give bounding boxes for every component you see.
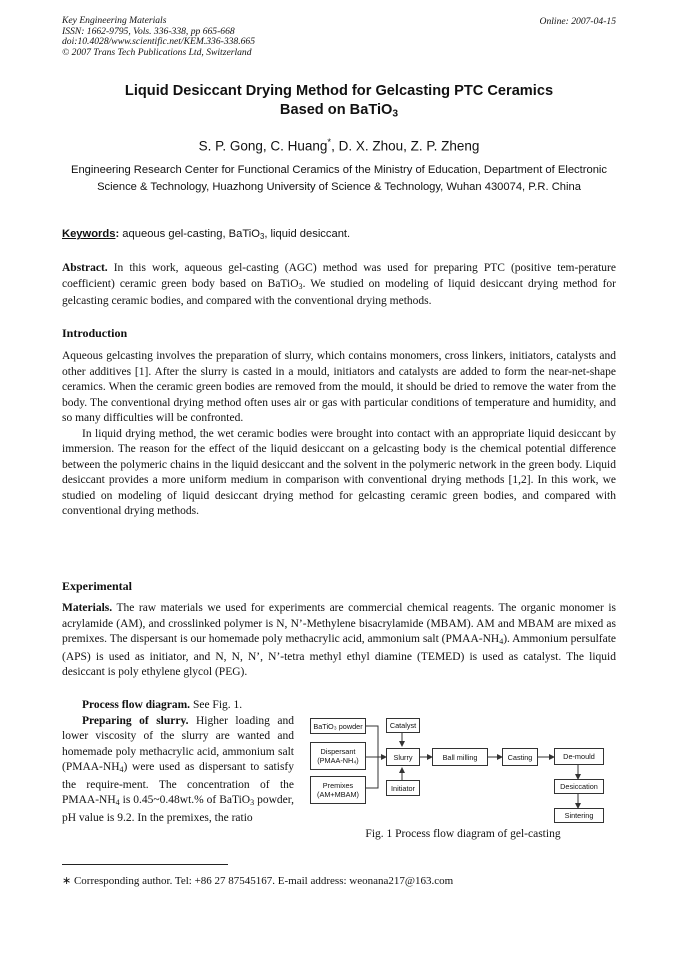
slurry-text-c: is 0.45~0.48wt.% of BaTiO — [119, 794, 251, 806]
box-desiccation: Desiccation — [554, 779, 604, 794]
keywords — [62, 228, 350, 241]
title-subscript: 3 — [392, 108, 399, 120]
authors — [62, 137, 616, 154]
box-batio3-powder: BaTiO₃ powder — [310, 718, 366, 734]
title-line-2-text: Based on BaTiO — [279, 101, 393, 118]
slurry-subscript-1: 4 — [119, 765, 124, 774]
arrow-powder-slurry — [366, 726, 378, 757]
box-initiator: Initiator — [386, 780, 420, 796]
intro-paragraph-1: Aqueous gelcasting involves the preparation of slurry, which contains monomers, cross linkers, initiators, catalysts and other additives [1]. After the slurry is casted in a mould, initiators and catalysts are added to form the near-net-shape ceramics. When the ceramic green bodies are removed from the mould, it should be dried to remove the water from the body. The conventional drying method often uses air or gas with particular conditions of temperature and humidity, and so many difficulties will be confronted. — [62, 350, 616, 424]
online-date: Online: 2007-04-15 — [539, 16, 616, 27]
slurry-text-a: Higher loading and lower viscosity of the slurry are wanted and homemade poly methacrylic acid, ammonium salt (PMAA-NH — [62, 714, 294, 773]
introduction-body — [62, 349, 616, 520]
introduction-heading: Introduction — [62, 326, 128, 340]
title-line-1: Liquid Desiccant Drying Method for Gelcasting PTC Ceramics — [124, 83, 554, 99]
affiliation: Engineering Research Center for Functional Ceramics of the Ministry of Education, Department of Electronic Science & Technology, Huazhong University of Science & Technology, Wuhan 430074, P.R. China — [70, 164, 607, 193]
issn-line: ISSN: 1662-9795, Vols. 336-338, pp 665-668 — [62, 25, 235, 37]
abstract-subscript: 3 — [298, 281, 303, 291]
keywords-label: Keywords — [62, 228, 116, 240]
box-catalyst: Catalyst — [386, 718, 420, 733]
title-line-2 — [62, 101, 616, 124]
keywords-colon: : — [115, 228, 120, 240]
box-de-mould: De-mould — [554, 748, 604, 765]
authors-first: S. P. Gong, C. Huang — [198, 138, 328, 154]
abstract-text-b: . We studied on modeling of liquid desiccant drying method for gelcasting ceramic bodies, and compared with the conventional drying methods. — [62, 277, 616, 307]
slurry-subscript-3: 3 — [250, 798, 255, 807]
keywords-text-b: , liquid desiccant. — [264, 228, 351, 240]
box-sintering: Sintering — [554, 808, 604, 823]
box-casting: Casting — [502, 748, 538, 766]
materials-text-b: ). Ammonium persulfate (APS) is used as initiator, and N, N, N’, N’-tetra methyl ethyl diamine (TEMED) is used as catalyst. The liquid desiccant is poly ethylene glycol (PEG). — [62, 633, 616, 678]
keywords-subscript: 3 — [259, 231, 265, 241]
materials-paragraph — [62, 601, 616, 681]
footnote-rule — [62, 864, 228, 865]
paper-title — [62, 82, 616, 124]
materials-label: Materials. — [62, 602, 113, 614]
arrow-premixes-slurry — [366, 757, 378, 788]
slurry-subscript-2: 4 — [115, 798, 120, 807]
process-and-slurry — [62, 698, 294, 826]
slurry-label: Preparing of slurry. — [82, 714, 189, 727]
journal-name: Key Engineering Materials — [62, 15, 167, 26]
figure-caption: Fig. 1 Process flow diagram of gel-casting — [365, 828, 561, 840]
box-slurry: Slurry — [386, 748, 420, 766]
slurry-text-d: powder, pH value is 9.2. In the premixes, the ratio — [62, 794, 295, 824]
materials-subscript: 4 — [499, 637, 504, 646]
process-flow-diagram — [308, 712, 618, 827]
box-ball-milling: Ball milling — [432, 748, 488, 766]
keywords-text-a: aqueous gel-casting, BaTiO — [119, 228, 260, 240]
footnote-text: Corresponding author. Tel: +86 27 87545167. E-mail address: weonana217@163.com — [71, 875, 454, 887]
copyright-line: © 2007 Trans Tech Publications Ltd, Switzerland — [62, 46, 252, 58]
process-label: Process flow diagram. — [82, 699, 191, 711]
box-premixes: Premixes (AM+MBAM) — [310, 776, 366, 804]
authors-rest: , D. X. Zhou, Z. P. Zheng — [331, 138, 480, 154]
abstract-text-a: In this work, aqueous gel-casting (AGC) method was used for preparing PTC (positive tem-perature coefficient) ceramic green body based on BaTiO — [62, 262, 616, 290]
abstract-label: Abstract. — [62, 262, 108, 274]
intro-paragraph-2: In liquid drying method, the wet ceramic bodies were brought into contact with an appropriate liquid desiccant by immersion. The reason for the effect of the liquid desiccant on a gelcasting body is the chemical potential difference between the polymeric chains in the liquid desiccant and the solvent in the polymeric network in the green body. Liquid desiccant provides a more uniform medium in comparison with conventional drying methods [1,2]. In this work, we studied on modeling of liquid desiccant drying method for gelcasting ceramic green bodies, and compared with conventional drying methods. — [62, 427, 616, 517]
journal-header — [62, 16, 255, 58]
experimental-heading: Experimental — [62, 579, 132, 593]
abstract — [62, 261, 616, 310]
process-text: See Fig. 1. — [190, 699, 243, 711]
materials-text-a: The raw materials we used for experiments are commercial chemical reagents. The organic monomer is acrylamide (AM), and crosslinked polymer is N, N’-Methylene bisacrylamide (MBAM). AM and MBAM are mixed as premixes. The dispersant is our homemade poly methacrylic acid, ammonium salt (PMAA-NH — [62, 602, 616, 645]
footnote — [62, 874, 453, 887]
corresponding-mark: * — [327, 137, 332, 148]
doi-line: doi:10.4028/www.scientific.net/KEM.336-338.665 — [62, 36, 256, 48]
box-dispersant: Dispersant (PMAA-NH₄) — [310, 742, 366, 770]
footnote-mark: ∗ — [62, 875, 72, 887]
slurry-text-b: ) were used as dispersant to satisfy the require-ment. The concentration of the PMAA-NH — [62, 761, 294, 806]
